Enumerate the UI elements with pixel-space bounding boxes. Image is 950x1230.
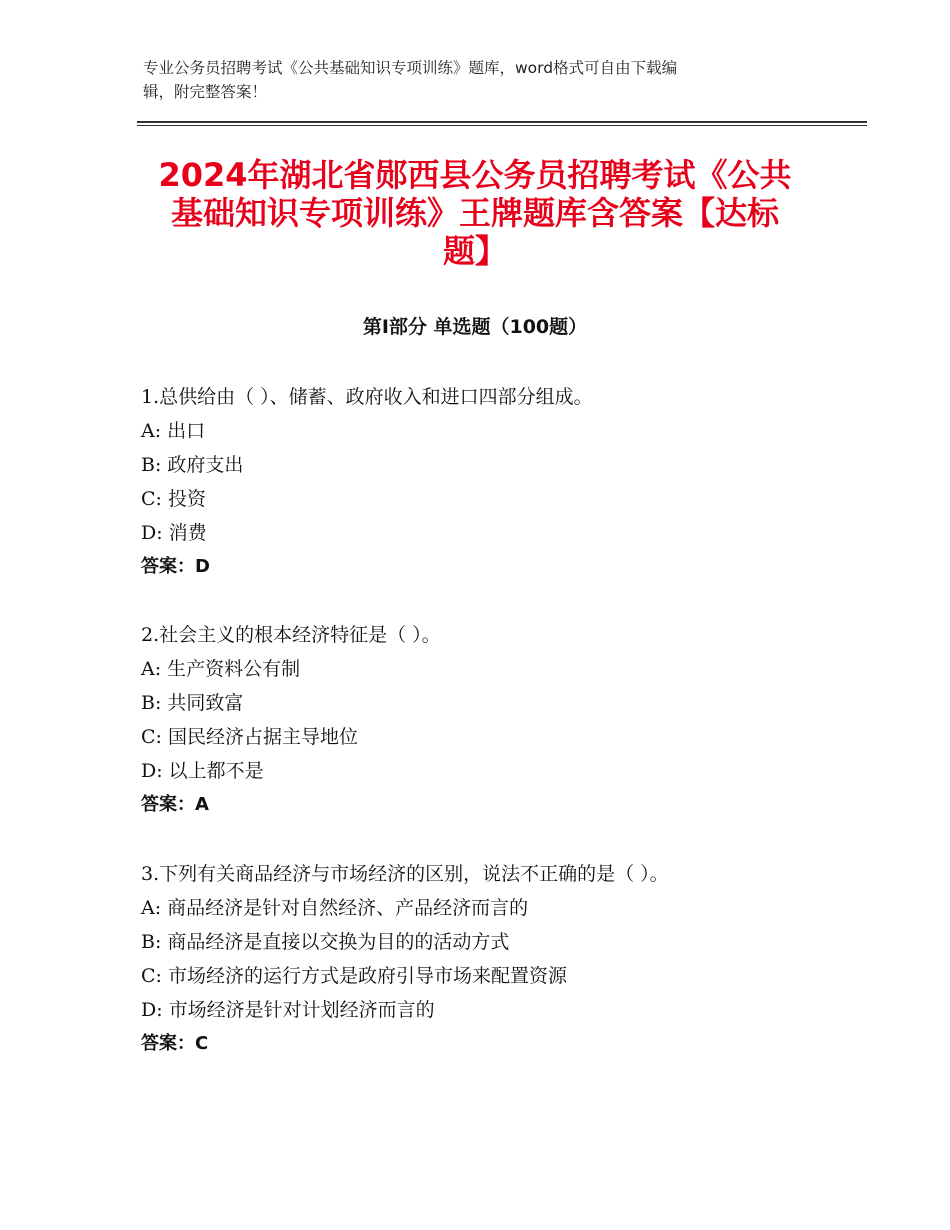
option-b: B: 商品经济是直接以交换为目的的活动方式 — [141, 931, 510, 953]
question-1 — [141, 380, 841, 584]
option-c: C: 国民经济占据主导地位 — [141, 726, 358, 748]
document-title-line-1: 2024年湖北省郧西县公务员招聘考试《公共 — [158, 156, 792, 194]
option-c: C: 市场经济的运行方式是政府引导市场来配置资源 — [141, 965, 567, 987]
header-note-line-1: 专业公务员招聘考试《公共基础知识专项训练》题库，word格式可自由下载编 — [143, 59, 678, 77]
section-title: 第Ⅰ部分 单选题（100题） — [362, 316, 588, 338]
question-2 — [141, 618, 841, 822]
header-note — [143, 56, 803, 104]
option-b: B: 政府支出 — [141, 454, 244, 476]
question-stem: 1.总供给由（ ）、储蓄、政府收入和进口四部分组成。 — [141, 386, 593, 408]
option-d: D: 市场经济是针对计划经济而言的 — [141, 999, 435, 1021]
answer: 答案：C — [141, 1033, 209, 1054]
header-divider-thin — [137, 125, 867, 126]
answer: 答案：A — [141, 794, 209, 815]
question-stem: 3.下列有关商品经济与市场经济的区别，说法不正确的是（ ）。 — [141, 863, 669, 885]
header-divider-thick — [137, 121, 867, 123]
header-note-line-2: 辑，附完整答案！ — [143, 83, 268, 101]
option-b: B: 共同致富 — [141, 692, 244, 714]
option-c: C: 投资 — [141, 488, 206, 510]
document-title — [130, 156, 820, 270]
option-a: A: 商品经济是针对自然经济、产品经济而言的 — [141, 897, 529, 919]
question-3 — [141, 857, 841, 1061]
question-stem: 2.社会主义的根本经济特征是（ ）。 — [141, 624, 441, 646]
option-a: A: 出口 — [141, 420, 206, 442]
option-d: D: 消费 — [141, 522, 207, 544]
document-title-line-3: 题】 — [442, 232, 507, 270]
option-d: D: 以上都不是 — [141, 760, 264, 782]
document-title-line-2: 基础知识专项训练》王牌题库含答案【达标 — [170, 194, 779, 232]
option-a: A: 生产资料公有制 — [141, 658, 301, 680]
answer: 答案：D — [141, 556, 210, 577]
